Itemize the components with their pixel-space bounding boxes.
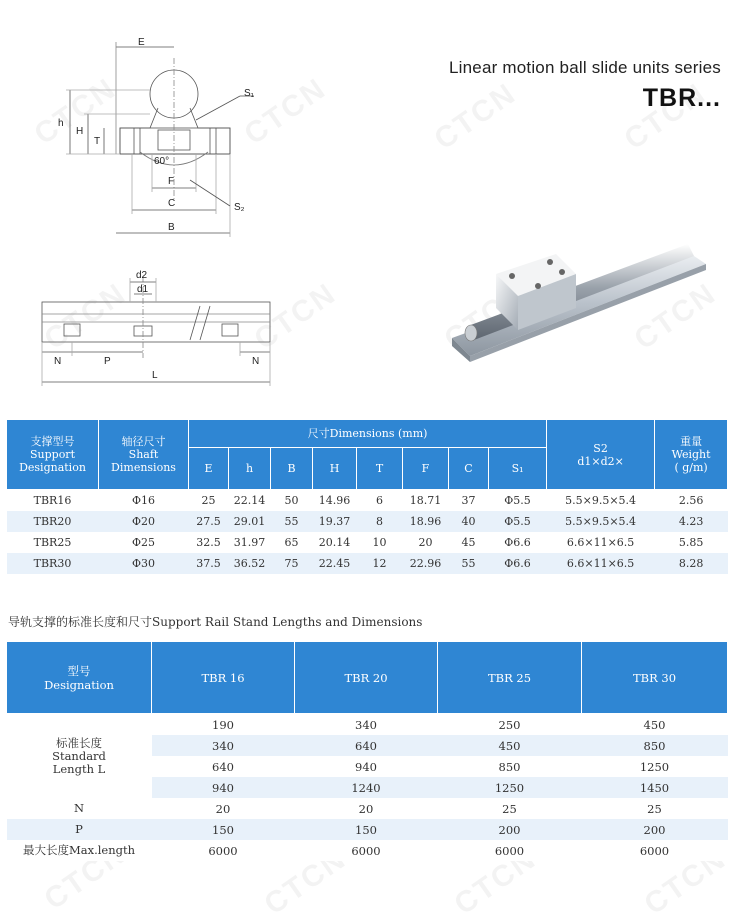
cell-model: TBR16 bbox=[7, 490, 99, 512]
cell: Φ5.5 bbox=[489, 490, 547, 512]
cell-model: TBR20 bbox=[7, 511, 99, 532]
cell: Φ20 bbox=[99, 511, 189, 532]
subheader: F bbox=[403, 448, 449, 490]
mount-hole bbox=[222, 324, 238, 336]
header-weight: 重量 Weight ( g/m) bbox=[655, 420, 728, 490]
cell: Φ6.6 bbox=[489, 553, 547, 574]
cell: 55 bbox=[271, 511, 313, 532]
cell: 75 bbox=[271, 553, 313, 574]
cell: Φ6.6 bbox=[489, 532, 547, 553]
bolt-hole bbox=[547, 259, 553, 265]
cell: 65 bbox=[271, 532, 313, 553]
cell: 640 bbox=[152, 756, 295, 777]
cell: 6000 bbox=[152, 840, 295, 861]
header-model-col: TBR 16 bbox=[152, 642, 295, 714]
section-title: 导轨支撑的标准长度和尺寸Support Rail Stand Lengths and Dimensions bbox=[8, 615, 423, 629]
cell: 340 bbox=[295, 714, 438, 736]
cell: 6000 bbox=[295, 840, 438, 861]
cell: 25 bbox=[438, 798, 582, 819]
header-s2: S2 d1×d2× bbox=[547, 420, 655, 490]
cell: 29.01 bbox=[229, 511, 271, 532]
support-outline bbox=[120, 108, 230, 154]
table-row bbox=[7, 819, 728, 840]
label-hh: H bbox=[76, 126, 84, 137]
cell: 19.37 bbox=[313, 511, 357, 532]
cell: Φ30 bbox=[99, 553, 189, 574]
cell: 5.5×9.5×5.4 bbox=[547, 490, 655, 512]
cell: 6 bbox=[357, 490, 403, 512]
cell: 20.14 bbox=[313, 532, 357, 553]
cell-model: TBR25 bbox=[7, 532, 99, 553]
cell: 40 bbox=[449, 511, 489, 532]
shaft-end bbox=[465, 325, 477, 341]
header-model-col: TBR 20 bbox=[295, 642, 438, 714]
cell: 32.5 bbox=[189, 532, 229, 553]
cell: Φ5.5 bbox=[489, 511, 547, 532]
cell: 640 bbox=[295, 735, 438, 756]
cell: 27.5 bbox=[189, 511, 229, 532]
label-n: N bbox=[54, 356, 62, 367]
series-code: TBR... bbox=[642, 84, 721, 112]
cell: 6.6×11×6.5 bbox=[547, 532, 655, 553]
break-line bbox=[190, 306, 200, 340]
label-l: L bbox=[152, 370, 158, 381]
cell: 22.96 bbox=[403, 553, 449, 574]
cell: 250 bbox=[438, 714, 582, 736]
cell: 6.6×11×6.5 bbox=[547, 553, 655, 574]
label-angle: 60° bbox=[154, 156, 170, 167]
mount-hole bbox=[64, 324, 80, 336]
subheader: H bbox=[313, 448, 357, 490]
cell: 14.96 bbox=[313, 490, 357, 512]
bolt-hole bbox=[509, 273, 515, 279]
cell: 20 bbox=[152, 798, 295, 819]
cell: 1240 bbox=[295, 777, 438, 798]
series-subtitle: Linear motion ball slide units series bbox=[449, 58, 721, 77]
table-row bbox=[7, 511, 728, 532]
cell: 8.28 bbox=[655, 553, 728, 574]
cell: 5.85 bbox=[655, 532, 728, 553]
rail-length-table bbox=[6, 641, 728, 861]
label-b: B bbox=[168, 222, 175, 233]
cell: 150 bbox=[152, 819, 295, 840]
dimension-table bbox=[6, 419, 728, 574]
cell: 340 bbox=[152, 735, 295, 756]
cell: 50 bbox=[271, 490, 313, 512]
cell-model: TBR30 bbox=[7, 553, 99, 574]
cell: 850 bbox=[438, 756, 582, 777]
label-s1: S₁ bbox=[244, 88, 255, 99]
leader-s1 bbox=[196, 96, 240, 120]
cell: 940 bbox=[152, 777, 295, 798]
cell: 1450 bbox=[582, 777, 728, 798]
break-line bbox=[200, 306, 210, 340]
label-d1: d1 bbox=[137, 284, 149, 295]
cell: 1250 bbox=[582, 756, 728, 777]
label-n-right: N bbox=[252, 356, 260, 367]
cell: 12 bbox=[357, 553, 403, 574]
table-row bbox=[7, 490, 728, 512]
table-row bbox=[7, 798, 728, 819]
table-row bbox=[7, 532, 728, 553]
cell: 450 bbox=[438, 735, 582, 756]
subheader: S₁ bbox=[489, 448, 547, 490]
label-c: C bbox=[168, 198, 176, 209]
header-model: 型号 Designation bbox=[7, 642, 152, 714]
cell: 37 bbox=[449, 490, 489, 512]
cell: 31.97 bbox=[229, 532, 271, 553]
table-row bbox=[7, 840, 728, 861]
label-f: F bbox=[168, 176, 175, 187]
label-t: T bbox=[94, 136, 101, 147]
cell: 55 bbox=[449, 553, 489, 574]
cell: 1250 bbox=[438, 777, 582, 798]
table-row bbox=[7, 553, 728, 574]
cell: 4.23 bbox=[655, 511, 728, 532]
bolt-hole bbox=[559, 269, 565, 275]
cell: 850 bbox=[582, 735, 728, 756]
cell: 20 bbox=[295, 798, 438, 819]
row-label-standard: 标准长度 Standard Length L bbox=[7, 714, 152, 799]
table-row bbox=[7, 714, 728, 736]
series-title bbox=[449, 58, 721, 113]
cell: 200 bbox=[582, 819, 728, 840]
cell: 22.45 bbox=[313, 553, 357, 574]
cell: 37.5 bbox=[189, 553, 229, 574]
cell: 20 bbox=[403, 532, 449, 553]
row-label-n: N bbox=[7, 798, 152, 819]
cell: 25 bbox=[189, 490, 229, 512]
cell: 8 bbox=[357, 511, 403, 532]
cell: 18.71 bbox=[403, 490, 449, 512]
row-label-p: P bbox=[7, 819, 152, 840]
subheader: h bbox=[229, 448, 271, 490]
cell: 18.96 bbox=[403, 511, 449, 532]
cross-section-drawing bbox=[40, 30, 310, 250]
label-p: P bbox=[104, 356, 111, 367]
cell: 36.52 bbox=[229, 553, 271, 574]
cell: 940 bbox=[295, 756, 438, 777]
subheader: C bbox=[449, 448, 489, 490]
cell: 6000 bbox=[438, 840, 582, 861]
cell: 10 bbox=[357, 532, 403, 553]
subheader: T bbox=[357, 448, 403, 490]
subheader: E bbox=[189, 448, 229, 490]
cell: 45 bbox=[449, 532, 489, 553]
label-e: E bbox=[138, 37, 145, 48]
cell: 200 bbox=[438, 819, 582, 840]
cell: 5.5×9.5×5.4 bbox=[547, 511, 655, 532]
header-support: 支撑型号 Support Designation bbox=[7, 420, 99, 490]
header-model-col: TBR 25 bbox=[438, 642, 582, 714]
cell: Φ25 bbox=[99, 532, 189, 553]
row-label-max: 最大长度Max.length bbox=[7, 840, 152, 861]
cell: 150 bbox=[295, 819, 438, 840]
label-d2: d2 bbox=[136, 270, 148, 281]
label-s2: S₂ bbox=[234, 202, 245, 213]
product-photo bbox=[438, 238, 708, 388]
cell: 22.14 bbox=[229, 490, 271, 512]
header-model-col: TBR 30 bbox=[582, 642, 728, 714]
rail-base bbox=[452, 252, 706, 356]
header-shaft: 轴径尺寸 Shaft Dimensions bbox=[99, 420, 189, 490]
label-h: h bbox=[58, 118, 64, 129]
side-view-drawing bbox=[40, 262, 280, 392]
bolt-hole bbox=[535, 283, 541, 289]
cell: Φ16 bbox=[99, 490, 189, 512]
cell: 2.56 bbox=[655, 490, 728, 512]
header-dimensions: 尺寸Dimensions (mm) bbox=[189, 420, 547, 448]
cell: 450 bbox=[582, 714, 728, 736]
subheader: B bbox=[271, 448, 313, 490]
leader-s2 bbox=[190, 180, 230, 206]
cell: 190 bbox=[152, 714, 295, 736]
cell: 6000 bbox=[582, 840, 728, 861]
cell: 25 bbox=[582, 798, 728, 819]
